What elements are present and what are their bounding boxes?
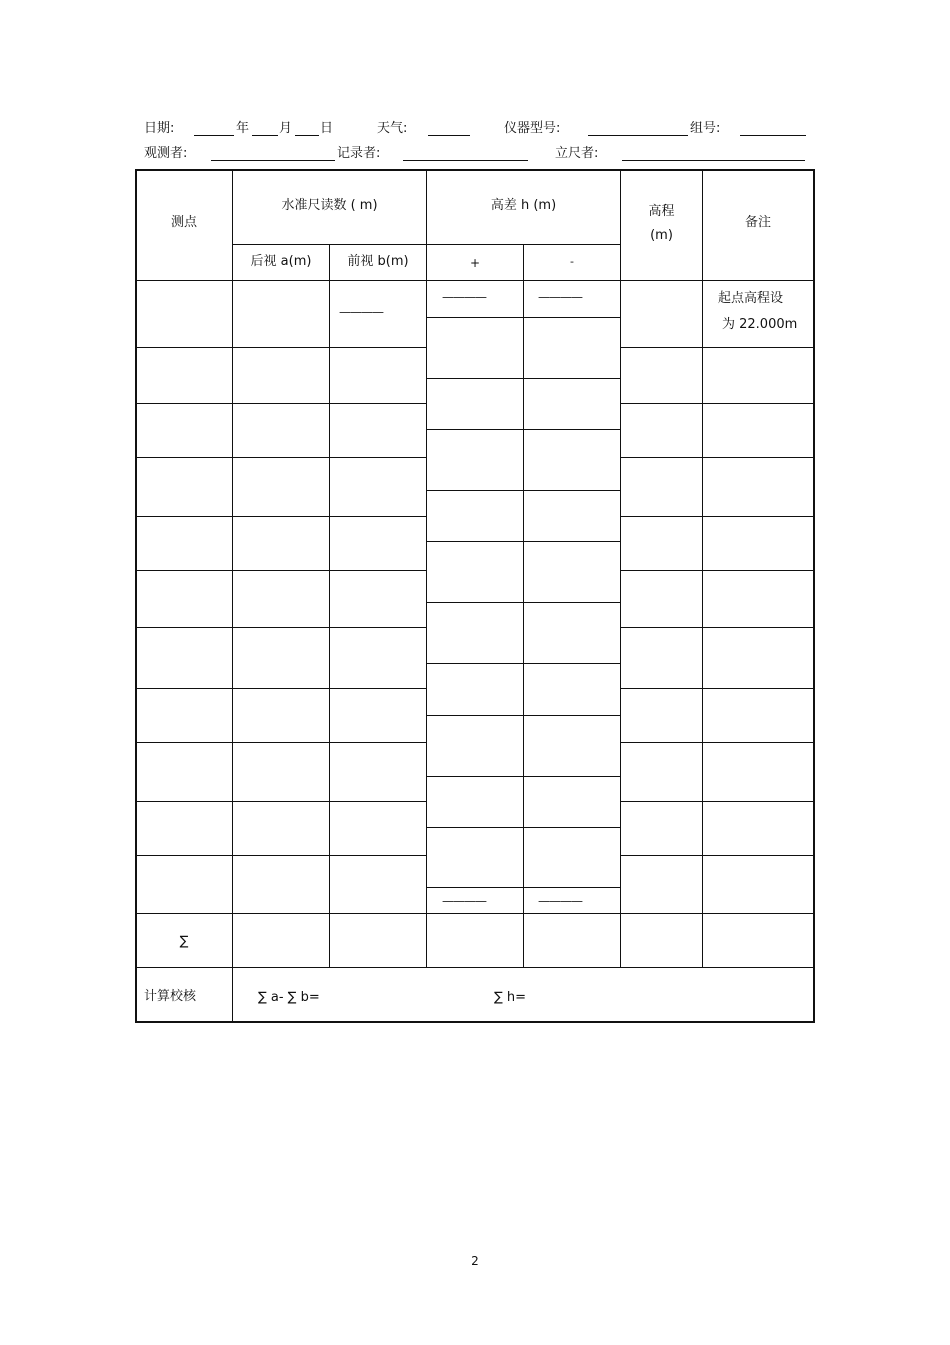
page-number: 2 (471, 1254, 479, 1268)
year-blank[interactable] (194, 135, 234, 136)
minus-dash-top: ———— (538, 290, 582, 304)
weather-blank[interactable] (428, 135, 470, 136)
instrument-label: 仪器型号: (504, 121, 561, 136)
instrument-blank[interactable] (588, 135, 688, 136)
table-border-top (135, 169, 815, 171)
foresight-dash: ———— (339, 305, 383, 319)
row-line (620, 457, 814, 458)
col-line (620, 170, 621, 967)
minus-dash-bottom: ———— (538, 894, 582, 908)
col-line (523, 244, 524, 967)
month-blank[interactable] (252, 135, 278, 136)
header-backsight: 后视 a(m) (250, 254, 312, 269)
header-reading: 水准尺读数 ( m) (281, 198, 378, 213)
group-label: 组号: (690, 121, 721, 136)
sum-label: ∑ (179, 934, 189, 949)
row-line (620, 913, 814, 914)
row-line (136, 280, 814, 281)
row-line (426, 541, 620, 542)
row-line (136, 570, 426, 571)
date-label: 日期: (144, 121, 175, 136)
header-foresight: 前视 b(m) (347, 254, 409, 269)
check-h: ∑ h= (494, 990, 527, 1005)
row-line (620, 627, 814, 628)
table-border-bottom (135, 1021, 815, 1023)
row-line (426, 887, 620, 888)
row-line (426, 317, 620, 318)
col-line (232, 170, 233, 1022)
day-label: 日 (320, 121, 334, 136)
row-line (136, 516, 426, 517)
weather-label: 天气: (377, 121, 408, 136)
observer-blank[interactable] (211, 160, 335, 161)
row-line (136, 855, 426, 856)
row-line (620, 403, 814, 404)
row-line (136, 801, 426, 802)
row-line (426, 602, 620, 603)
group-blank[interactable] (740, 135, 806, 136)
row-line (426, 378, 620, 379)
row-line (426, 913, 620, 914)
header-diff: 高差 h (m) (490, 198, 557, 213)
row-line (620, 516, 814, 517)
row-line (620, 688, 814, 689)
row-line (426, 429, 620, 430)
row-line (426, 827, 620, 828)
col-line (702, 170, 703, 967)
row-line (136, 627, 426, 628)
row-line (426, 663, 620, 664)
table-border-right (813, 169, 815, 1023)
col-line (426, 170, 427, 967)
day-blank[interactable] (295, 135, 319, 136)
start-note-line1: 起点高程设 (718, 291, 784, 306)
month-label: 月 (279, 121, 293, 136)
rodman-label: 立尺者: (555, 146, 599, 161)
observer-label: 观测者: (144, 146, 188, 161)
row-line (620, 855, 814, 856)
row-line (136, 913, 426, 914)
row-line (426, 776, 620, 777)
col-line (329, 244, 330, 967)
row-line (136, 403, 426, 404)
header-station: 测点 (170, 215, 197, 230)
row-line (136, 457, 426, 458)
check-ab: ∑ a- ∑ b= (258, 990, 320, 1005)
row-line (620, 347, 814, 348)
header-minus: - (570, 255, 574, 268)
start-note-line2: 为 22.000m (722, 317, 798, 332)
row-line (136, 688, 426, 689)
row-line (426, 490, 620, 491)
row-line (620, 742, 814, 743)
header-elevation: 高程 (648, 204, 675, 219)
rodman-blank[interactable] (622, 160, 805, 161)
row-line (620, 801, 814, 802)
recorder-blank[interactable] (403, 160, 528, 161)
header-elevation-unit: (m) (650, 228, 673, 243)
plus-dash-bottom: ———— (442, 894, 486, 908)
row-line (136, 967, 814, 968)
header-plus: + (469, 256, 481, 270)
check-label: 计算校核 (144, 989, 197, 1004)
header-note: 备注 (744, 215, 771, 230)
row-line (426, 715, 620, 716)
row-line (233, 244, 620, 245)
row-line (136, 742, 426, 743)
year-label: 年 (236, 121, 250, 136)
row-line (620, 570, 814, 571)
row-line (136, 347, 426, 348)
plus-dash-top: ———— (442, 290, 486, 304)
table-border-left (135, 169, 137, 1023)
recorder-label: 记录者: (337, 146, 381, 161)
